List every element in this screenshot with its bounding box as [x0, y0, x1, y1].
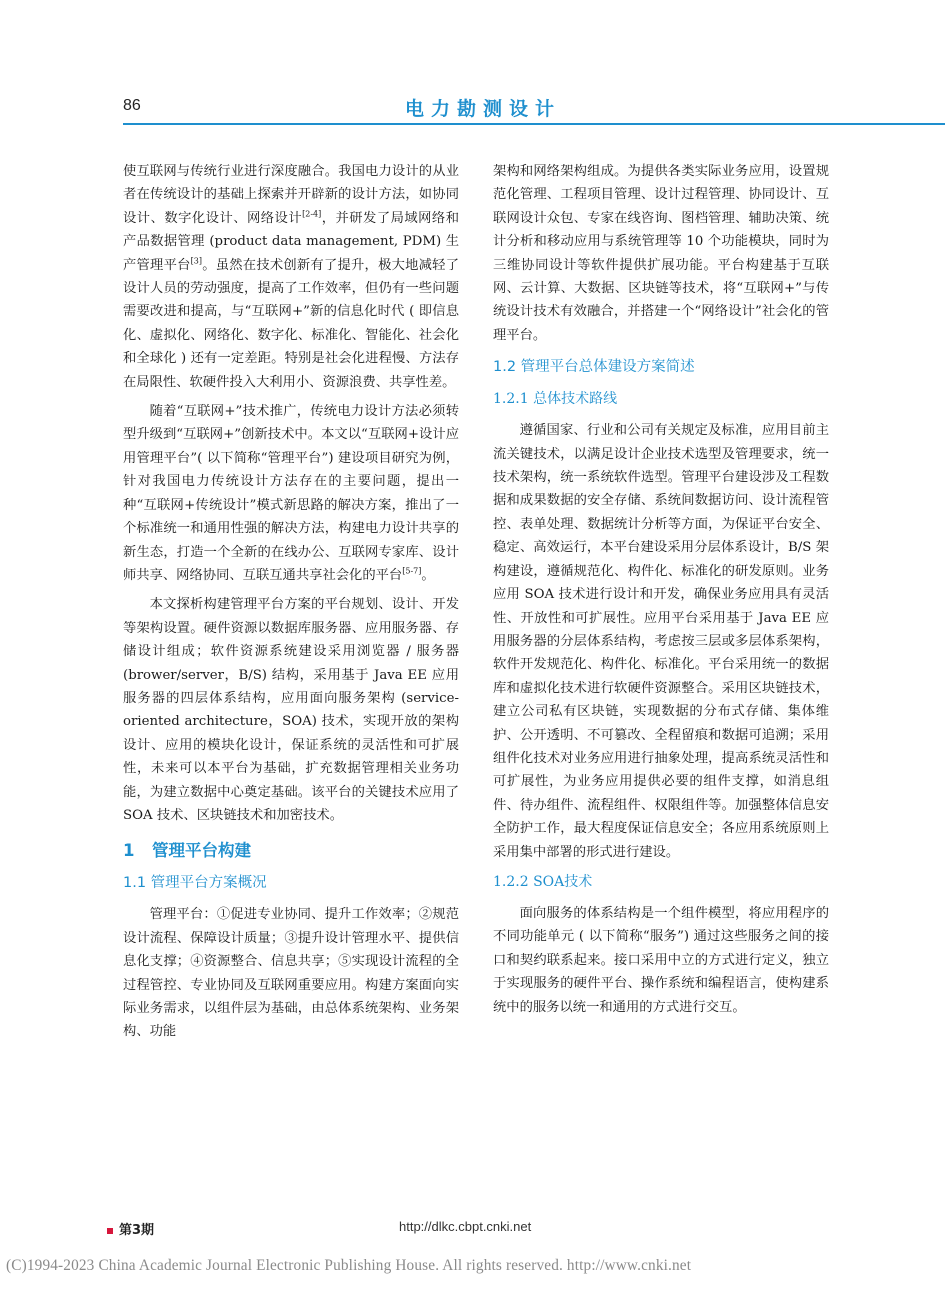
paragraph-text: 随着“互联网+”技术推广，传统电力设计方法必须转型升级到“互联网+”创新技术中。本文以“互联网+设计应用管理平台”( 以下简称“管理平台”) 建设项目研究为例，针对我国电力传统设计方法存在的主要问题，提出一种“互联网+传统设计”模式新思路的解决方案，推出了一个标准统一和通用性强的解决方法，构建电力设计共享的新生态，打造一个全新的在线办公、互联网专家库、设计师共享、网络协同、互联互通共享社会化的平台 [123, 404, 459, 583]
subsection-heading: 1.2 管理平台总体建设方案简述 [493, 359, 695, 376]
section-heading [123, 839, 459, 863]
paragraph: 本文探析构建管理平台方案的平台规划、设计、开发等架构设置。硬件资源以数据库服务器、应用服务器、存储设计组成；软件资源系统建设采用浏览器 / 服务器 (brower/server，B/S) 结构，采用基于 Java EE 应用服务器的四层体系结构，应用面向服务架构 (service-oriented architecture，SOA) 技术，实现开放的架构设计、应用的模块化设计，保证系统的灵活性和可扩展性，未来可以本平台为基础，扩充数据管理相关业务功能，为建立数据中心奠定基础。该平台的关键技术应用了 SOA 技术、区块链技术和加密技术。 [123, 597, 459, 823]
paragraph: 遵循国家、行业和公司有关规定及标准，应用目前主流关键技术，以满足设计企业技术选型及管理要求，统一技术架构，统一系统软件选型。管理平台建设涉及工程数据和成果数据的安全存储、系统间数据访问、设计流程管控、表单处理、数据统计分析等方面，为保证平台安全、稳定、高效运行，本平台建设采用分层体系设计，B/S 架构建设，遵循规范化、构件化、标准化的研发原则。业务应用 SOA 技术进行设计和开发，确保业务应用具有灵活性、开放性和可扩展性。应用平台采用基于 Java EE 应用服务器的分层体系结构，考虑按三层或多层体系架构，软件开发规范化、构件化、标准化。平台采用统一的数据库和虚拟化技术进行软硬件资源整合。采用区块链技术，建立公司私有区块链，实现数据的分布式存储、集体维护、公开透明、不可篡改、全程留痕和数据可追溯；采用组件化技术对业务应用进行抽象处理，提高系统灵活性和可扩展性，为业务应用提供必要的组件支撑，如消息组件、待办组件、流程组件、权限组件等。加强整体信息安全防护工作，最大程度保证信息安全；各应用系统原则上采用集中部署的形式进行建设。 [493, 423, 829, 860]
footer-url[interactable]: http://dlkc.cbpt.cnki.net [399, 1219, 532, 1234]
paragraph-text: 。虽然在技术创新有了提升，极大地减轻了设计人员的劳动强度，提高了工作效率，但仍有一些问题需要改进和提高，与“互联网+”新的信息化时代 ( 即信息化、虚拟化、网络化、数字化、标准化、智能化、社会化和全球化 ) 还有一定差距。特别是社会化进程慢、方法存在局限性、软硬件投入大利用小、资源浪费、共享性差。 [123, 257, 460, 390]
paragraph-text: ，并研发了局域网络和产品数据管理 (product data management, PDM) 生产管理平台 [123, 210, 460, 273]
page-number: 86 [123, 97, 141, 114]
issue-text: 第3期 [119, 1223, 155, 1238]
header-rule [123, 123, 945, 125]
citation: [5-7] [402, 566, 422, 576]
paragraph: 架构和网络架构组成。为提供各类实际业务应用，设置规范化管理、工程项目管理、设计过程管理、协同设计、互联网设计众包、专家在线咨询、图档管理、辅助决策、统计分析和移动应用与系统管理等 10 个功能模块，同时为三维协同设计等软件提供扩展功能。平台构建基于互联网、云计算、大数据、区块链等技术，将“互联网+”与传统设计技术有效融合，并搭建一个“网络设计”社会化的管理平台。 [493, 164, 829, 343]
paragraph [123, 160, 459, 394]
left-column [123, 160, 459, 1044]
right-column [493, 160, 829, 1019]
paragraph-text: 。 [421, 567, 435, 583]
paragraph [123, 400, 459, 587]
section-title: 管理平台构建 [152, 841, 251, 861]
copyright-notice: (C)1994-2023 China Academic Journal Electronic Publishing House. All rights reserved. http://www.cnki.net [6, 1257, 692, 1274]
paragraph: 面向服务的体系结构是一个组件模型，将应用程序的不同功能单元 ( 以下简称“服务”) 通过这些服务之间的接口和契约联系起来。接口采用中立的方式进行定义，独立于实现服务的硬件平台、操作系统和编程语言，使构建系统中的服务以统一和通用的方式进行交互。 [493, 905, 829, 1015]
subsection-heading: 1.1 管理平台方案概况 [123, 875, 267, 892]
section-number: 1 [123, 841, 135, 861]
issue-label [107, 1219, 154, 1238]
subsubsection-heading: 1.2.2 SOA技术 [493, 873, 593, 890]
paragraph-text: 使互联网与传统行业进行深度融合。我国电力设计的从业者在传统设计的基础上探索并开辟新的设计方法，如协同设计、数字化设计、网络设计 [123, 164, 459, 226]
paragraph: 管理平台：①促进专业协同、提升工作效率；②规范设计流程、保障设计质量；③提升设计管理水平、提供信息化支撑；④资源整合、信息共享；⑤实现设计流程的全过程管控、专业协同及互联网重要应用。构建方案面向实际业务需求，以组件层为基础，由总体系统架构、业务架构、功能 [123, 907, 459, 1040]
subsubsection-heading: 1.2.1 总体技术路线 [493, 391, 618, 408]
bullet-icon [107, 1228, 113, 1234]
citation: [2-4] [302, 209, 322, 219]
citation: [3] [190, 256, 202, 266]
journal-title: 电力勘测设计 [405, 98, 562, 120]
